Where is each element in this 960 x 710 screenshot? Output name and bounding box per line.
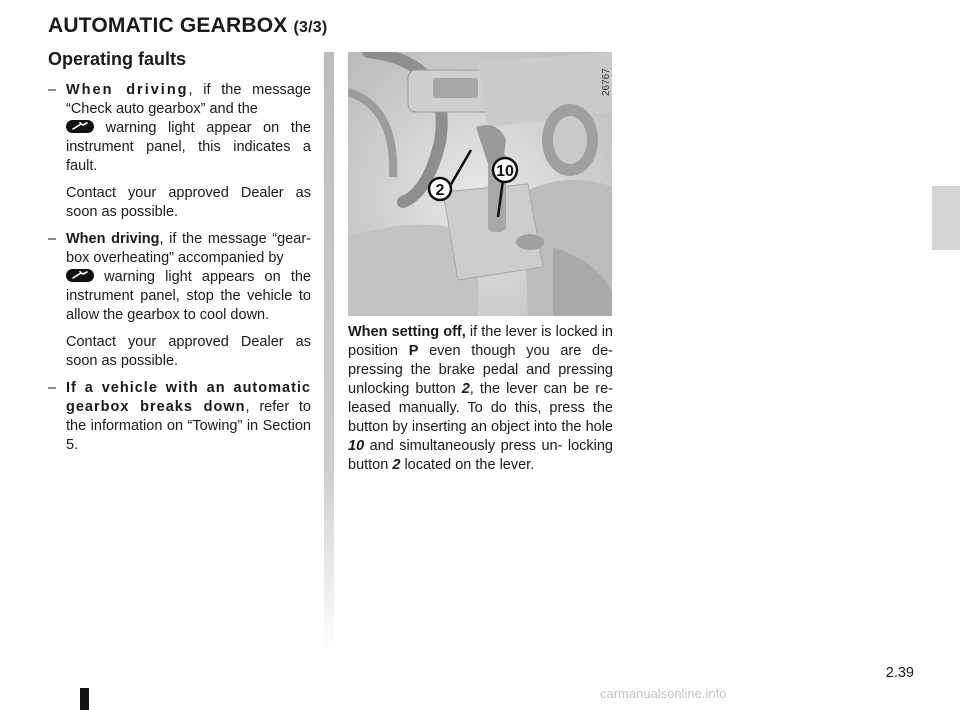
- title-text: AUTOMATIC GEARBOX: [48, 14, 288, 37]
- paragraph-text: if the lever is locked in position: [348, 324, 613, 359]
- item-text: warning light appears on the instrument panel, stop the vehicle to allow the gearbox to cool down.: [66, 269, 311, 323]
- paragraph-lead: When setting off,: [348, 324, 466, 340]
- corner-mark: [80, 688, 89, 710]
- item-lead: If a vehicle with an automatic gearbox breaks down: [66, 380, 311, 415]
- item-text: warning light appear on the instrument panel, this indicates a fault.: [66, 120, 311, 174]
- figure-reference-code: 26767: [601, 68, 612, 96]
- page-number: 2.39: [885, 665, 914, 681]
- list-dash: –: [48, 82, 57, 98]
- item-paragraph: [66, 81, 311, 176]
- list-item: [48, 81, 311, 222]
- item-paragraph: [66, 230, 311, 325]
- ref-button-2: 2: [392, 457, 401, 473]
- gear-lever-illustration: [348, 52, 612, 316]
- item-paragraph: Contact your approved Dealer as soon as possible.: [66, 185, 311, 220]
- left-column: [48, 50, 311, 463]
- instruction-paragraph: [348, 323, 613, 475]
- ref-hole-10: 10: [348, 438, 365, 454]
- item-paragraph: [66, 379, 311, 455]
- item-text: , refer to the information on “Towing” in Section 5.: [66, 399, 312, 453]
- list-dash: –: [48, 380, 57, 396]
- gear-lever-drawing: [348, 52, 612, 316]
- item-text: , if the message “gear- box overheating” accompanied by: [66, 231, 311, 266]
- page-title: [48, 14, 327, 38]
- title-suffix: (3/3): [293, 19, 328, 36]
- column-divider: [324, 52, 334, 652]
- paragraph-text: located on the lever.: [400, 457, 535, 473]
- list-dash: –: [48, 231, 57, 247]
- callout-10-label: 10: [496, 163, 514, 180]
- item-lead: When driving: [66, 231, 160, 247]
- list-item: [48, 379, 311, 455]
- section-thumb-tab: [932, 186, 960, 250]
- paragraph-text: and simultaneously press un- locking button: [348, 438, 613, 473]
- item-paragraph: Contact your approved Dealer as soon as possible.: [66, 334, 311, 369]
- paragraph-text: even though you are de- pressing the brake pedal and pressing unlocking button: [348, 343, 613, 397]
- wrench-warning-icon: [66, 269, 94, 282]
- item-text: , if the message “Check auto gearbox” and the: [66, 82, 311, 117]
- right-column: [348, 323, 613, 475]
- position-p: P: [408, 343, 419, 359]
- list-item: [48, 230, 311, 371]
- item-lead: When driving: [66, 82, 189, 98]
- wrench-warning-icon: [66, 120, 94, 133]
- watermark: carmanualsonline.info: [600, 686, 727, 701]
- ref-button-2: 2: [461, 381, 470, 397]
- section-heading: Operating faults: [48, 49, 187, 69]
- paragraph-text: , the lever can be re- leased manually. To do this, press the button by inserting an object into the hole: [348, 381, 613, 435]
- callout-2-label: 2: [435, 182, 445, 199]
